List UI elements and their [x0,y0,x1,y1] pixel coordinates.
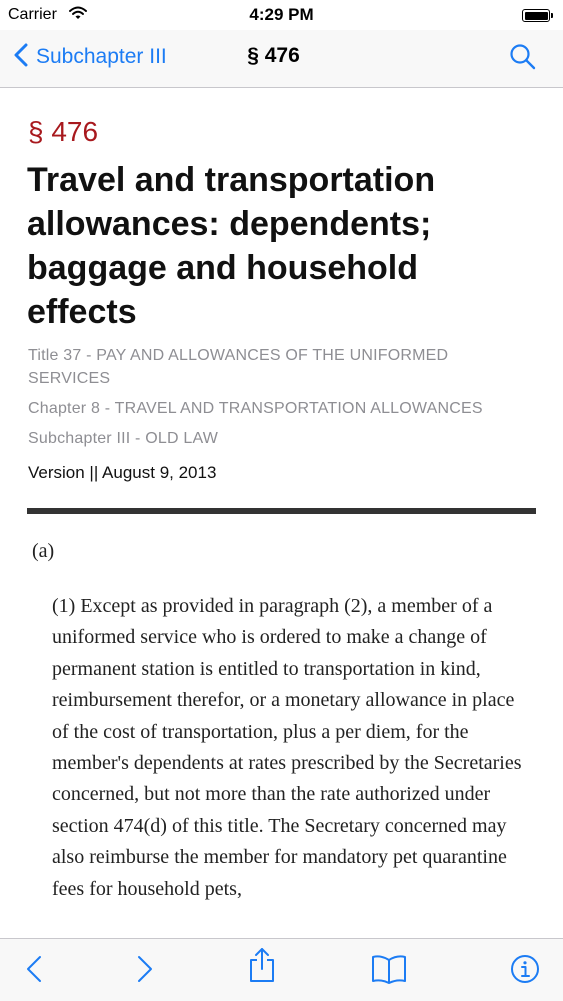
share-button[interactable] [242,947,282,987]
version-label: Version || August 9, 2013 [28,463,217,482]
chevron-left-icon [26,955,42,988]
share-icon [248,947,276,988]
title-link[interactable]: Title 37 - PAY AND ALLOWANCES OF THE UNIFORMED SERVICES [28,347,449,387]
chevron-left-icon [14,43,28,72]
nav-title: § 476 [247,44,300,67]
previous-button[interactable] [14,951,54,991]
document-content[interactable] [0,88,563,938]
back-button-label: Subchapter III [36,45,167,68]
chevron-right-icon [137,955,153,988]
bottom-toolbar [0,938,563,1001]
divider [27,508,536,514]
navigation-bar [0,30,563,88]
next-button[interactable] [125,951,165,991]
paragraph-text: (1) Except as provided in paragraph (2), a member of a uniformed service who is ordered to make a change of permanent station is entitled to transportation in kind, reimbursement therefor, or a monetary allowance in place of the cost of transportation, plus a per diem, for the member's dependents at rates prescribed by the Secretaries concerned, but not more than the rate authorized under section 474(d) of this title. The Secretary concerned may also reimburse the member for mandatory pet quarantine fees for household pets, [52,595,522,900]
carrier-label: Carrier [8,6,57,23]
status-bar [0,0,563,30]
status-time: 4:29 PM [249,5,314,24]
search-button[interactable] [508,42,538,72]
search-icon [508,59,538,76]
battery-icon [522,9,550,22]
info-button[interactable] [505,951,545,991]
bookmarks-button[interactable] [369,951,409,991]
section-heading: Travel and transportation allowances: dependents; baggage and household effects [27,161,436,331]
section-number: § 476 [28,116,99,147]
info-icon [510,954,540,989]
subchapter-link[interactable]: Subchapter III - OLD LAW [28,430,219,447]
back-button[interactable] [14,40,167,74]
chapter-link[interactable]: Chapter 8 - TRAVEL AND TRANSPORTATION ALLOWANCES [28,400,483,417]
book-icon [371,954,407,989]
paragraph-label: (a) [32,540,55,562]
